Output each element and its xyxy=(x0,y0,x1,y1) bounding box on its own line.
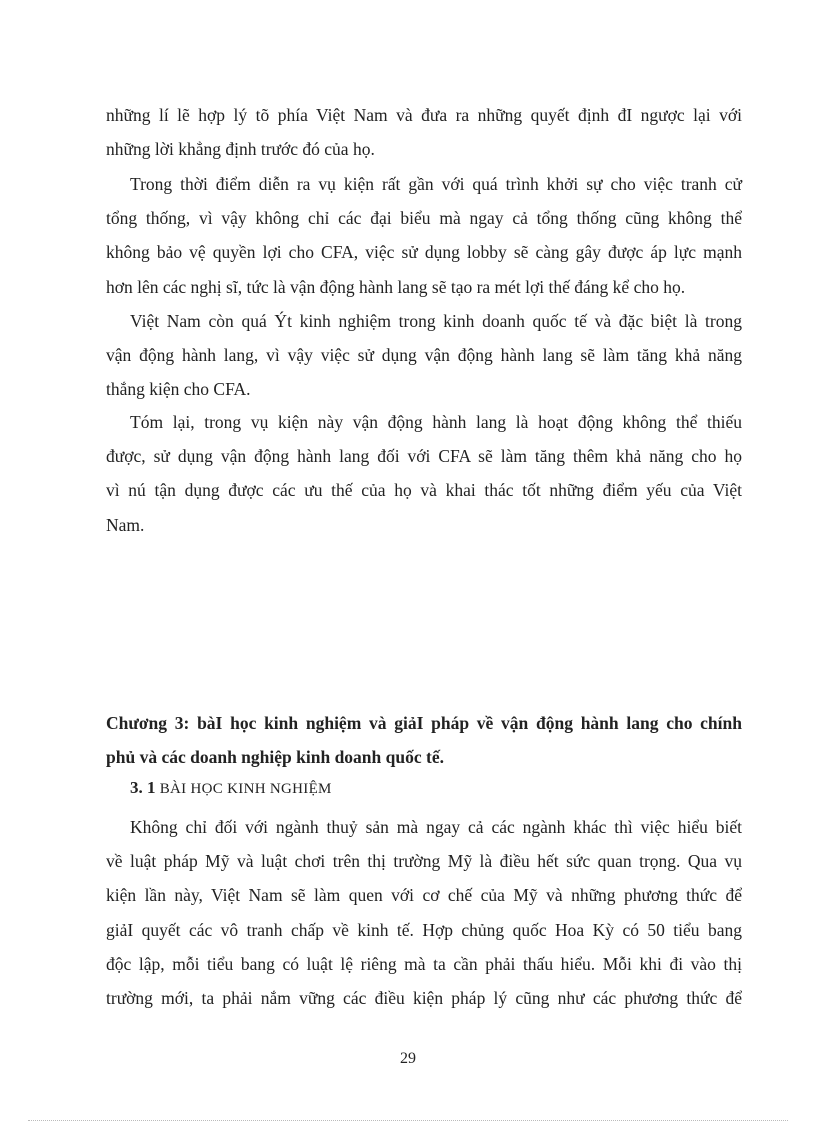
section-heading xyxy=(130,778,332,798)
paragraph-4 xyxy=(106,405,742,542)
text-line: hơn lên các nghị sĩ, tức là vận động hành lang sẽ tạo ra mét lợi thế đáng kể cho họ. xyxy=(106,276,686,297)
text-line: được, sử dụng vận động hành lang đối với CFA sẽ làm tăng thêm khả năng cho họ xyxy=(106,446,742,467)
text-line: không bảo vệ quyền lợi cho CFA, việc sử dụng lobby sẽ càng gây được áp lực mạnh xyxy=(106,242,742,263)
section-title: BÀI HỌC KINH NGHIỆM xyxy=(159,781,332,797)
paragraph-2 xyxy=(106,167,742,304)
text-line: những lời khẳng định trước đó của họ. xyxy=(106,139,375,160)
paragraph-1 xyxy=(106,98,742,166)
text-line: về luật pháp Mỹ và luật chơi trên thị trường Mỹ là điều hết sức quan trọng. Qua vụ xyxy=(106,851,742,872)
text-line: những lí lẽ hợp lý tõ phía Việt Nam và đưa ra những quyết định đI ngược lại với xyxy=(106,105,742,125)
text-line: tổng thống, vì vậy không chỉ các đại biểu mà ngay cả tổng thống cũng không thể xyxy=(106,208,742,229)
page-bottom-divider xyxy=(28,1120,788,1121)
text-line: giảI quyết các vô tranh chấp về kinh tế. Hợp chủng quốc Hoa Kỳ có 50 tiểu bang xyxy=(106,919,742,940)
text-line: độc lập, mỗi tiểu bang có luật lệ riêng mà ta cần phải thấu hiểu. Mỗi khi đi vào thị xyxy=(106,953,742,974)
text-line: thắng kiện cho CFA. xyxy=(106,379,251,400)
page-number: 29 xyxy=(400,1050,416,1067)
text-line: Nam. xyxy=(106,514,145,535)
text-line: Trong thời điểm diễn ra vụ kiện rất gần với quá trình khởi sự cho việc tranh cử xyxy=(130,174,742,194)
text-line: vận động hành lang, vì vậy việc sử dụng vận động hành lang sẽ làm tăng khả năng xyxy=(106,345,742,366)
text-line: Tóm lại, trong vụ kiện này vận động hành lang là hoạt động không thể thiếu xyxy=(130,412,742,432)
text-line: Không chỉ đối với ngành thuỷ sản mà ngay cả các ngành khác thì việc hiểu biết xyxy=(130,817,742,837)
chapter-heading xyxy=(106,706,742,774)
paragraph-3 xyxy=(106,304,742,407)
section-paragraph xyxy=(106,810,742,1015)
section-number: 3. 1 xyxy=(130,778,156,797)
text-line: Việt Nam còn quá Ýt kinh nghiệm trong kinh doanh quốc tế và đặc biệt là trong xyxy=(130,311,742,331)
chapter-heading-line: Chương 3: bàI học kinh nghiệm và giảI pháp về vận động hành lang cho chính xyxy=(106,713,742,733)
text-line: trường mới, ta phải nắm vững các điều kiện pháp lý cũng như các phương thức để xyxy=(106,987,742,1008)
text-line: kiện lần này, Việt Nam sẽ làm quen với cơ chế của Mỹ và những phương thức để xyxy=(106,885,742,906)
chapter-heading-line: phủ và các doanh nghiệp kinh doanh quốc tế. xyxy=(106,747,444,768)
text-line: vì nú tận dụng được các ưu thế của họ và khai thác tốt những điểm yếu của Việt xyxy=(106,480,742,501)
